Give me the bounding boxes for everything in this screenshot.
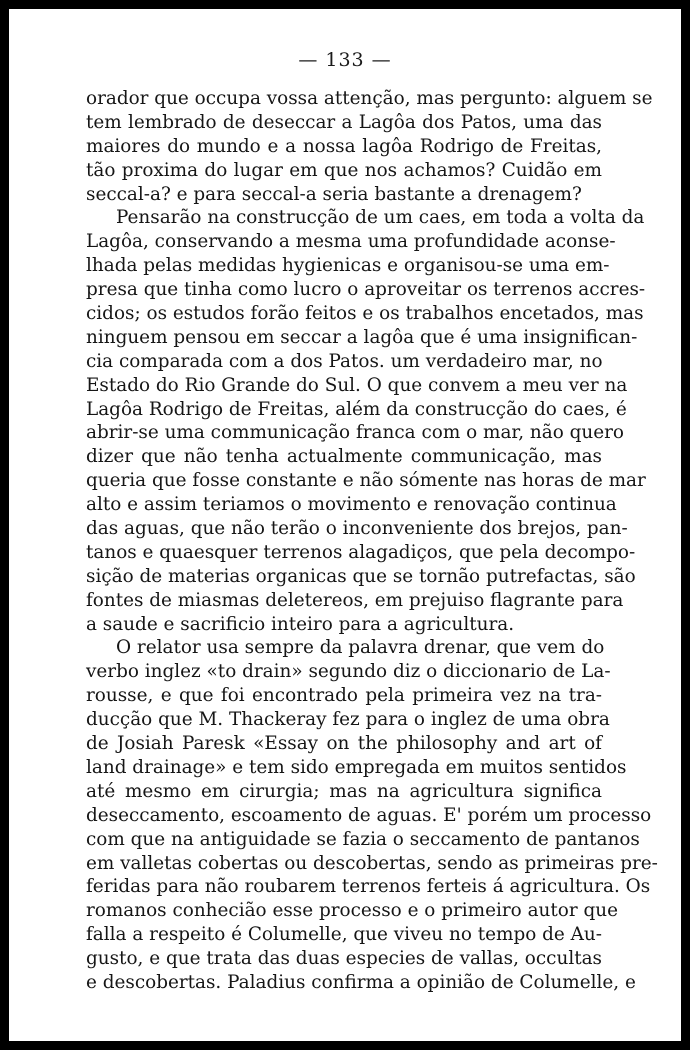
text-line: cia comparada com a dos Patos. um verdadeiro mar, no	[86, 350, 603, 372]
text-line: O relator usa sempre da palavra drenar, que vem do	[116, 637, 605, 659]
text-line: em valletas cobertas ou descobertas, sendo as primeiras pre-	[86, 852, 658, 874]
text-line: lhada pelas medidas hygienicas e organisou-se uma em-	[86, 255, 610, 277]
text-line: seccal-a? e para seccal-a seria bastante a drenagem?	[86, 183, 582, 205]
text-line: a saude e sacrificio inteiro para a agricultura.	[86, 613, 515, 635]
text-line: land drainage» e tem sido empregada em muitos sentidos	[86, 756, 627, 778]
text-line: tem lembrado de deseccar a Lagôa dos Patos, uma das	[86, 111, 602, 133]
text-line: falla a respeito é Columelle, que viveu no tempo de Au-	[86, 924, 602, 946]
text-line: Lagôa Rodrigo de Freitas, além da construcção do caes, é	[86, 398, 627, 420]
text-line: ducção que M. Thackeray fez para o inglez de uma obra	[86, 709, 610, 731]
text-line: deseccamento, escoamento de aguas. E' porém um processo	[86, 804, 652, 826]
book-page	[9, 9, 681, 1041]
text-line: verbo inglez «to drain» segundo diz o diccionario de La-	[86, 661, 611, 683]
body-text	[86, 87, 658, 995]
text-line: romanos conhecião esse processo e o primeiro autor que	[86, 900, 618, 922]
text-line: maiores do mundo e a nossa lagôa Rodrigo de Freitas,	[86, 135, 602, 157]
paragraph	[86, 87, 653, 206]
text-line: e descobertas. Paladius confirma a opinião de Columelle, e	[86, 971, 636, 993]
text-line: cidos; os estudos forão feitos e os trabalhos encetados, mas	[86, 303, 644, 325]
paragraph	[86, 636, 658, 994]
text-line: gusto, e que trata das duas especies de vallas, occultas	[86, 948, 602, 970]
text-line: Estado do Rio Grande do Sul. O que convem a meu ver na	[86, 374, 628, 396]
text-line: sição de materias organicas que se tornão putrefactas, são	[86, 565, 636, 587]
text-line: até mesmo em cirurgia; mas na agricultura significa	[86, 780, 602, 802]
text-line: alto e assim teriamos o movimento e renovação continua	[86, 494, 617, 516]
text-line: tanos e quaesquer terrenos alagadiços, que pela decompo-	[86, 541, 636, 563]
text-line: ninguem pensou em seccar a lagôa que é uma insignifican-	[86, 326, 638, 348]
text-line: rousse, e que foi encontrado pela primeira vez na tra-	[86, 685, 602, 707]
text-line: orador que occupa vossa attenção, mas pergunto: alguem se	[86, 88, 653, 109]
text-line: fontes de miasmas deletereos, em prejuiso flagrante para	[86, 589, 624, 611]
text-line: feridas para não roubarem terrenos ferteis á agricultura. Os	[86, 876, 651, 898]
paragraph	[86, 206, 646, 636]
text-line: com que na antiguidade se fazia o seccamento de pantanos	[86, 828, 640, 850]
text-line: Lagôa, conservando a mesma uma profundidade aconse-	[86, 231, 616, 253]
text-line: Pensarão na construcção de um caes, em toda a volta da	[116, 207, 645, 229]
text-line: queria que fosse constante e não sómente nas horas de mar	[86, 470, 646, 492]
page-number: — 133 —	[298, 49, 392, 71]
text-line: das aguas, que não terão o inconveniente dos brejos, pan-	[86, 518, 628, 540]
text-line: tão proxima do lugar em que nos achamos? Cuidão em	[86, 159, 602, 181]
text-line: abrir-se uma communicação franca com o mar, não quero	[86, 422, 624, 444]
text-line: dizer que não tenha actualmente communicação, mas	[86, 446, 602, 468]
text-line: presa que tinha como lucro o aproveitar os terrenos accres-	[86, 279, 646, 301]
text-line: de Josiah Paresk «Essay on the philosophy and art of	[86, 733, 602, 755]
